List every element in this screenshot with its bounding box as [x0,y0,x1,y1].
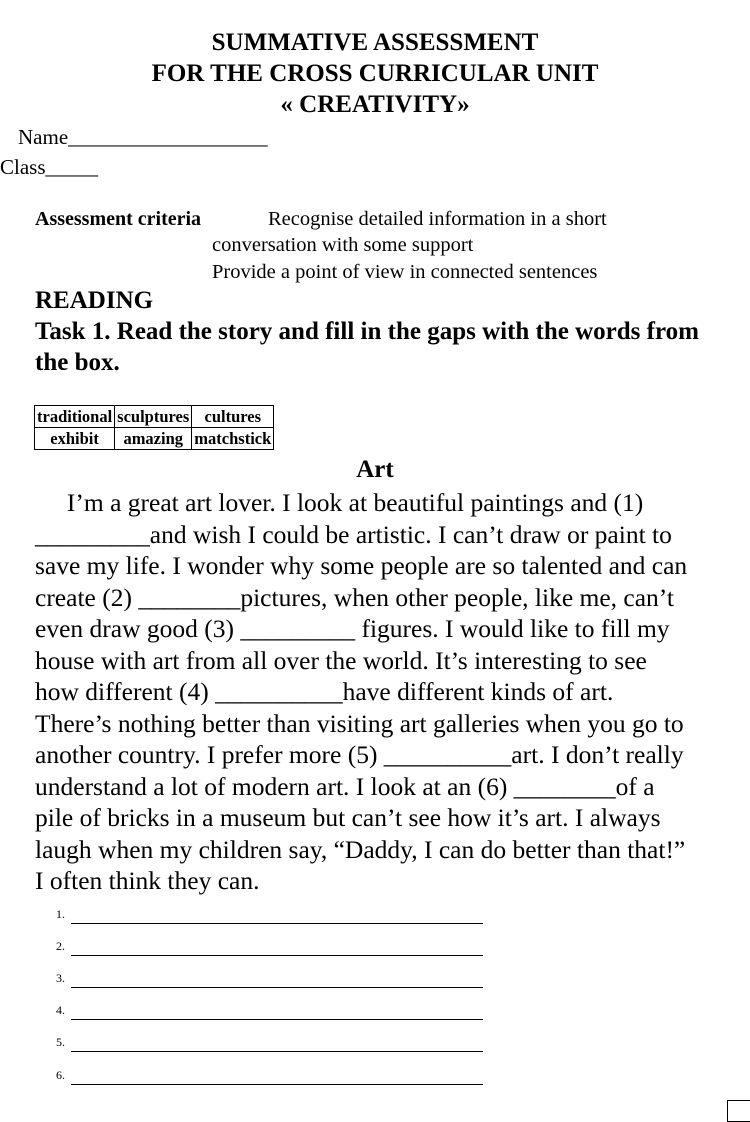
answer-number: 6. [56,1068,65,1082]
assessment-title: SUMMATIVE ASSESSMENT [211,29,539,56]
answer-underline[interactable] [71,923,483,924]
story-line: save my life. I wonder why some people are so talented and can [35,551,688,580]
story-line: even draw good (3) _________ figures. I would like to fill my [35,614,670,643]
answer-line[interactable] [56,969,486,989]
criteria-item: Recognise detailed information in a short [268,208,607,230]
answer-line[interactable] [56,937,486,957]
story-title: Art [356,456,394,483]
answer-number: 3. [56,971,65,985]
story-line: _________and wish I could be artistic. I can’t draw or paint to [35,520,672,549]
answer-line[interactable] [56,905,486,925]
story-line: There’s nothing better than visiting art galleries when you go to [35,709,684,738]
answer-underline[interactable] [71,955,483,956]
unit-title: FOR THE CROSS CURRICULAR UNIT [151,60,599,87]
answer-line[interactable] [56,1066,486,1086]
word-box-row [35,406,274,428]
criteria-item: Provide a point of view in connected sentences [212,261,598,283]
story-line: how different (4) __________have different kinds of art. [35,677,614,706]
answer-underline[interactable] [71,987,483,988]
word-box-row [35,428,274,450]
word-box-cell: traditional [35,406,115,428]
answer-number: 4. [56,1003,65,1017]
answer-number: 5. [56,1035,65,1049]
story-line: understand a lot of modern art. I look at an (6) ________of a [35,772,655,801]
story-line: laugh when my children say, “Daddy, I can do better than that!” [35,835,686,864]
answer-underline[interactable] [71,1051,483,1052]
criteria-label: Assessment criteria [35,208,202,230]
unit-name: « CREATIVITY» [280,91,470,118]
word-box-cell: cultures [192,406,274,428]
name-field[interactable]: Name___________________ [18,125,268,149]
corner-box [727,1100,750,1122]
task-instruction: Task 1. Read the story and fill in the gaps with the words from the box. [35,318,699,376]
word-box-cell: sculptures [115,406,192,428]
answer-underline[interactable] [71,1084,483,1085]
word-box-cell: matchstick [192,428,274,450]
answer-line[interactable] [56,1001,486,1021]
story-line: create (2) ________pictures, when other people, like me, can’t [35,583,674,612]
word-box-cell: amazing [115,428,192,450]
story-line: I often think they can. [35,866,260,895]
answer-line[interactable] [56,1033,486,1053]
class-field[interactable]: Class_____ [0,155,99,179]
word-box [34,405,274,450]
story-line: house with art from all over the world. It’s interesting to see [35,646,647,675]
word-box-cell: exhibit [35,428,115,450]
answer-number: 2. [56,939,65,953]
answer-number: 1. [56,907,65,921]
section-heading: READING [35,287,154,314]
criteria-item: conversation with some support [212,234,474,256]
answer-underline[interactable] [71,1019,483,1020]
story-line: I’m a great art lover. I look at beautiful paintings and (1) [35,488,644,517]
story-line: another country. I prefer more (5) __________art. I don’t really [35,740,684,769]
story-line: pile of bricks in a museum but can’t see how it’s art. I always [35,803,661,832]
